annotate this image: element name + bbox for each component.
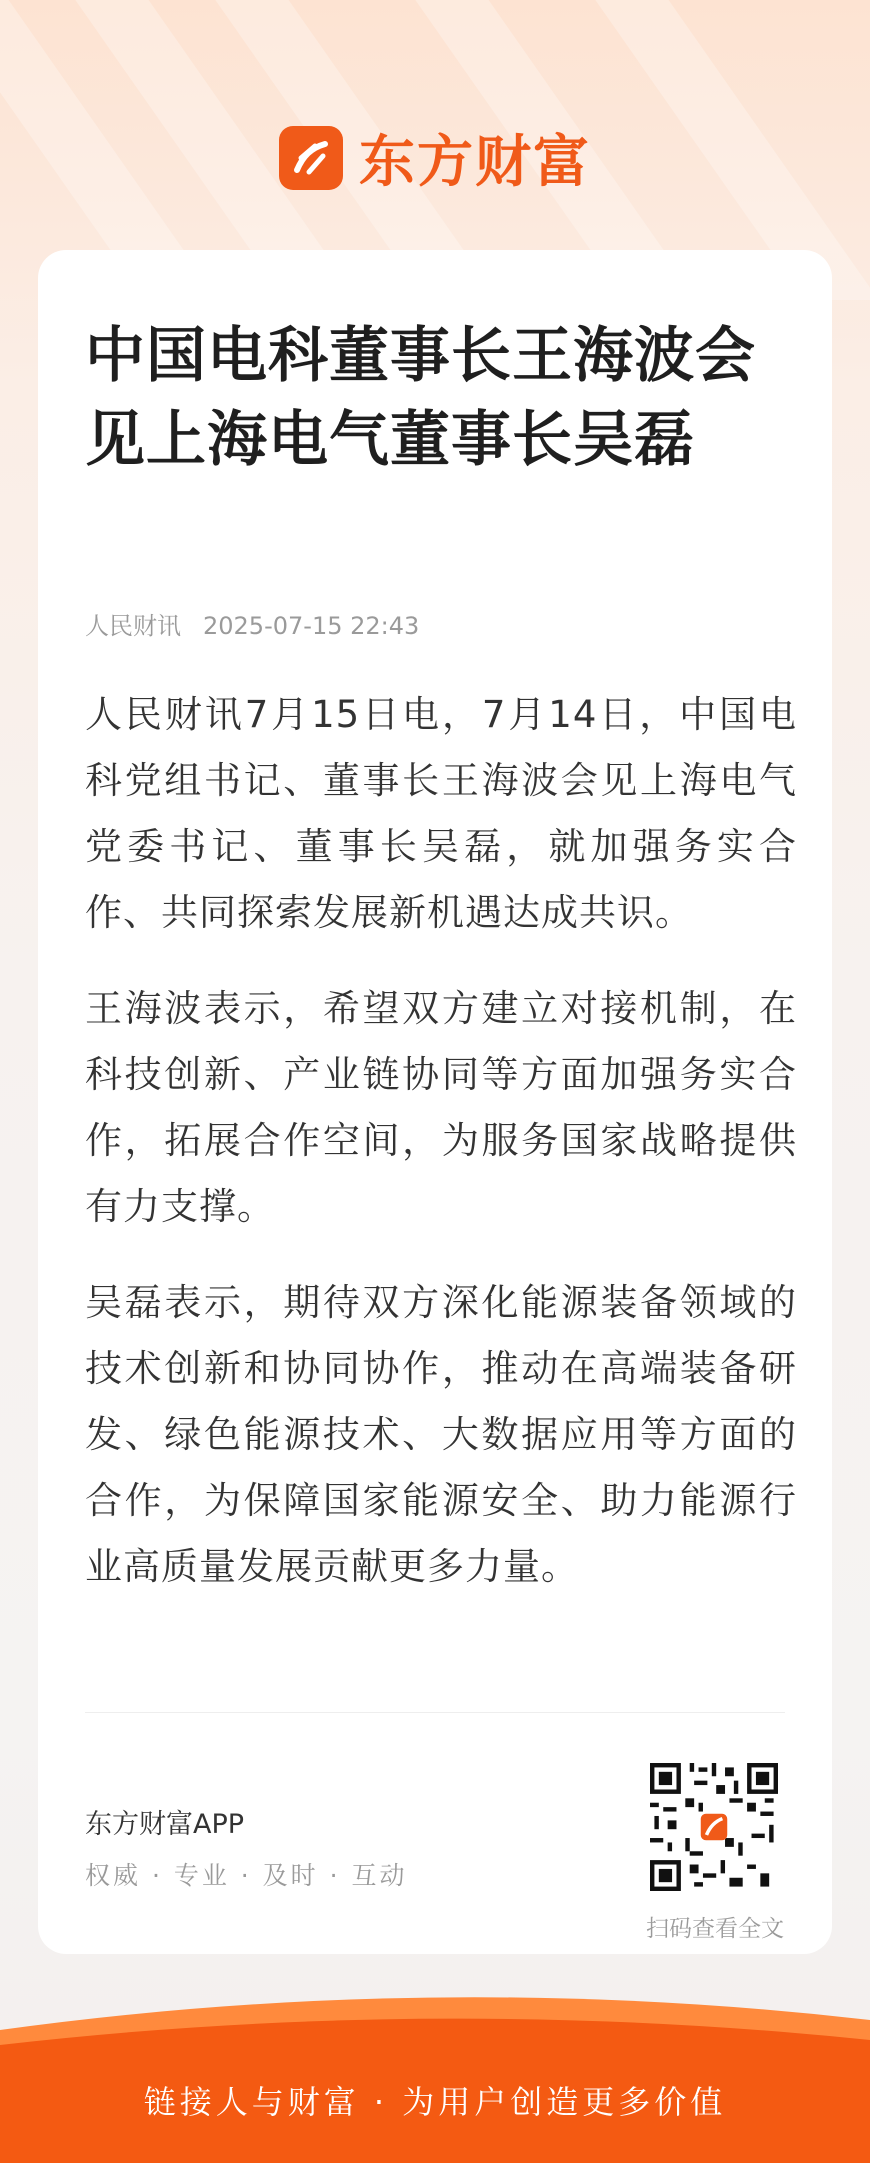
article-source: 人民财讯 <box>85 612 181 640</box>
footer-tagline: 链接人与财富 · 为用户创造更多价值 <box>143 2083 727 2121</box>
qr-caption: 扫码查看全文 <box>646 1916 784 1942</box>
article-paragraph: 人民财讯7月15日电，7月14日，中国电科党组书记、董事长王海波会见上海电气党委书记、董事长吴磊，就加强务实合作、共同探索发展新机遇达成共识。 <box>85 693 797 934</box>
app-slogan: 权威 · 专业 · 及时 · 互动 <box>85 1861 408 1890</box>
article-card <box>38 250 832 1954</box>
article-paragraph: 吴磊表示，期待双方深化能源装备领域的技术创新和协同协作，推动在高端装备研发、绿色能源技术、大数据应用等方面的合作，为保障国家能源安全、助力能源行业高质量发展贡献更多力量。 <box>85 1281 797 1588</box>
app-name: 东方财富APP <box>85 1809 245 1840</box>
brand-logo <box>0 118 870 198</box>
article-title: 中国电科董事长王海波会见上海电气董事长吴磊 <box>85 321 756 475</box>
qr-code-icon[interactable] <box>650 1763 778 1891</box>
article-paragraph: 王海波表示，希望双方建立对接机制，在科技创新、产业链协同等方面加强务实合作，拓展合作空间，为服务国家战略提供有力支撑。 <box>85 987 797 1228</box>
article-meta <box>85 606 419 641</box>
brand-logo-icon <box>279 126 343 190</box>
article-body <box>85 682 797 1630</box>
brand-name: 东方财富 <box>359 130 591 195</box>
article-datetime: 2025-07-15 22:43 <box>203 612 420 640</box>
divider <box>85 1712 785 1713</box>
